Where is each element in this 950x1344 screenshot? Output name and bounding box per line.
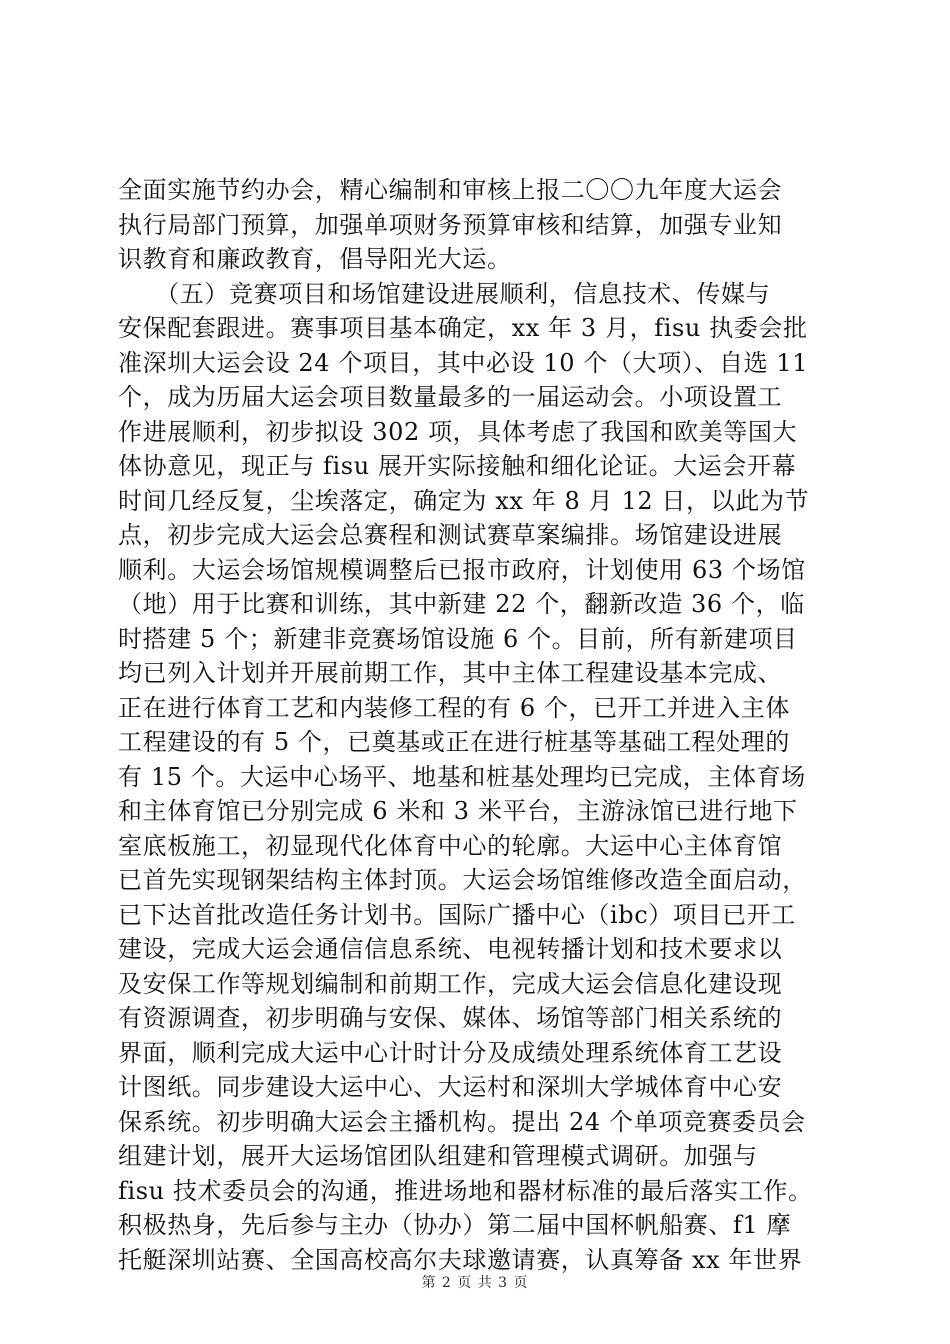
text-line: 点，初步完成大运会总赛程和测试赛草案编排。场馆建设进展 <box>118 521 783 549</box>
text-line: 积极热身，先后参与主办（协办）第二届中国杯帆船赛、f1 摩 <box>118 1211 792 1239</box>
text-line: 识教育和廉政教育，倡导阳光大运。 <box>118 245 512 273</box>
text-line: 正在进行体育工艺和内装修工程的有 6 个，已开工并进入主体 <box>118 693 790 722</box>
text-line: 室底板施工，初显现代化体育中心的轮廓。大运中心主体育馆 <box>118 831 783 860</box>
text-line: 已下达首批改造任务计划书。国际广播中心（ibc）项目已开工 <box>118 900 796 929</box>
text-line: 建设，完成大运会通信信息系统、电视转播计划和技术要求以 <box>118 935 783 963</box>
text-line: 时搭建 5 个；新建非竞赛场馆设施 6 个。目前，所有新建项目 <box>118 624 798 653</box>
text-line: 工程建设的有 5 个，已奠基或正在进行桩基等基础工程处理的 <box>118 728 790 756</box>
text-line: 顺利。大运会场馆规模调整后已报市政府，计划使用 63 个场馆 <box>118 555 806 584</box>
text-line: 准深圳大运会设 24 个项目，其中必设 10 个（大项）、自选 11 <box>118 348 809 377</box>
text-line: 作进展顺利，初步拟设 302 项，具体考虑了我国和欧美等国大 <box>118 417 798 446</box>
text-line: 托艇深圳站赛、全国高校高尔夫球邀请赛，认真筹备 xx 年世界 <box>118 1245 803 1274</box>
body-text <box>118 173 838 1277</box>
text-line: 计图纸。同步建设大运中心、大运村和深圳大学城体育中心安 <box>118 1073 783 1101</box>
text-line: 组建计划，展开大运场馆团队组建和管理模式调研。加强与 <box>118 1142 758 1170</box>
text-line: 界面，顺利完成大运中心计时计分及成绩处理系统体育工艺设 <box>118 1038 783 1067</box>
text-line: 保系统。初步明确大运会主播机构。提出 24 个单项竞赛委员会 <box>118 1107 806 1136</box>
text-line: 安保配套跟进。赛事项目基本确定，xx 年 3 月，fisu 执委会批 <box>118 314 808 342</box>
text-line: 时间几经反复，尘埃落定，确定为 xx 年 8 月 12 日，以此为节 <box>118 486 810 515</box>
text-line: fisu 技术委员会的沟通，推进场地和器材标准的最后落实工作。 <box>118 1176 813 1205</box>
text-line: 有 15 个。大运中心场平、地基和桩基处理均已完成，主体育场 <box>118 762 806 791</box>
text-line: 全面实施节约办会，精心编制和审核上报二〇〇九年度大运会 <box>118 176 783 204</box>
text-line: （地）用于比赛和训练，其中新建 22 个，翻新改造 36 个，临 <box>118 590 805 618</box>
text-line: 均已列入计划并开展前期工作，其中主体工程建设基本完成、 <box>118 659 783 687</box>
text-line: 体协意见，现正与 fisu 展开实际接触和细化论证。大运会开幕 <box>118 452 797 480</box>
text-line: 已首先实现钢架结构主体封顶。大运会场馆维修改造全面启动， <box>118 866 807 894</box>
text-line: 个，成为历届大运会项目数量最多的一届运动会。小项设置工 <box>118 383 783 411</box>
text-line: 和主体育馆已分别完成 6 米和 3 米平台，主游泳馆已进行地下 <box>118 797 798 825</box>
text-line: 有资源调查，初步明确与安保、媒体、场馆等部门相关系统的 <box>118 1004 783 1032</box>
page-footer: 第 2 页 共 3 页 <box>421 1275 529 1291</box>
text-line: （五）竞赛项目和场馆建设进展顺利，信息技术、传媒与 <box>118 279 771 308</box>
text-line: 及安保工作等规划编制和前期工作，完成大运会信息化建设现 <box>118 969 783 998</box>
text-line: 执行局部门预算，加强单项财务预算审核和结算，加强专业知 <box>118 210 783 239</box>
